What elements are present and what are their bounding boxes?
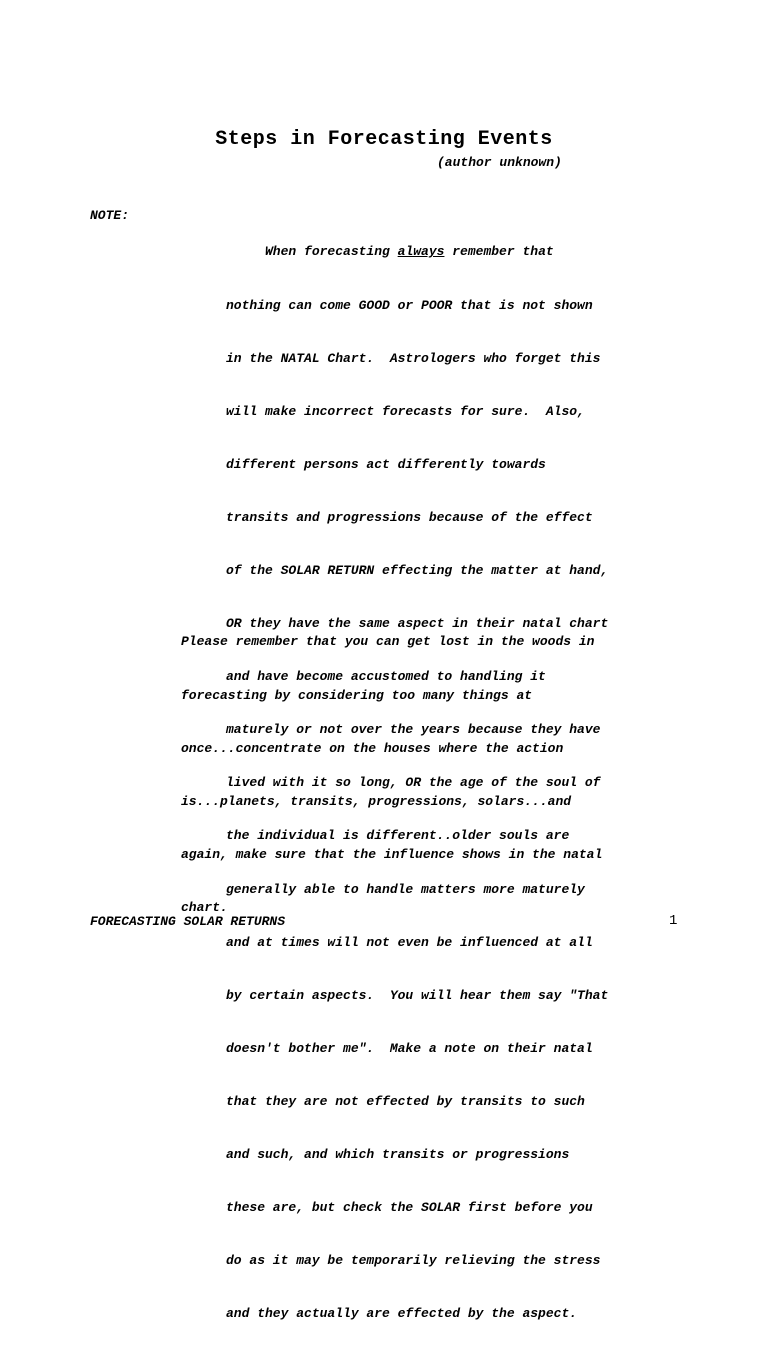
note-line: OR they have the same aspect in their natal chart	[226, 616, 609, 632]
note-line: the individual is different..older souls are	[226, 828, 570, 844]
paragraph-line: again, make sure that the influence shows in the natal	[181, 846, 603, 862]
note-line: nothing can come GOOD or POOR that is not shown	[226, 297, 593, 313]
note-line: lived with it so long, OR the age of the soul of	[226, 775, 601, 791]
note-line: and such, and which transits or progressions	[226, 1147, 570, 1162]
paragraph-line: is...planets, transits, progressions, solars...and	[181, 793, 572, 809]
note-line: different persons act differently towards	[226, 456, 546, 472]
note-line: and have become accustomed to handling it	[226, 669, 546, 685]
paragraph-line: once...concentrate on the houses where the action	[181, 740, 564, 756]
note-line: that they are not effected by transits to such	[226, 1093, 585, 1109]
note-line	[226, 243, 696, 261]
footer-running-title: FORECASTING SOLAR RETURNS	[90, 914, 286, 929]
document-title: Steps in Forecasting Events	[215, 128, 553, 151]
note-line: and they actually are effected by the aspect.	[226, 1306, 578, 1322]
note-label: NOTE:	[90, 208, 130, 223]
note-line-prefix: When forecasting	[226, 244, 398, 260]
closing-paragraph	[181, 598, 701, 952]
note-line-suffix: remember that	[444, 244, 554, 260]
page-number: 1	[669, 913, 678, 929]
author-credit: (author unknown)	[437, 155, 562, 170]
note-line: and at times will not even be influenced at all	[226, 934, 593, 950]
note-line: these are, but check the SOLAR first before you	[226, 1200, 593, 1216]
note-line: maturely or not over the years because they have	[226, 722, 601, 738]
note-line: doesn't bother me". Make a note on their natal	[226, 1040, 593, 1056]
note-line: transits and progressions because of the effect	[226, 509, 593, 525]
paragraph-line: forecasting by considering too many things at	[181, 687, 533, 703]
paragraph-line: chart.	[181, 899, 228, 915]
note-line: in the NATAL Chart. Astrologers who forget this	[226, 350, 601, 366]
note-line: of the SOLAR RETURN effecting the matter at hand,	[226, 562, 609, 578]
note-line: generally able to handle matters more maturely	[226, 881, 585, 897]
note-line: by certain aspects. You will hear them say "That	[226, 987, 609, 1003]
note-line: will make incorrect forecasts for sure. Also,	[226, 403, 585, 419]
emphasis-always: always	[397, 244, 445, 260]
paragraph-line: Please remember that you can get lost in the woods in	[181, 634, 595, 650]
note-line: do as it may be temporarily relieving the stress	[226, 1253, 601, 1269]
